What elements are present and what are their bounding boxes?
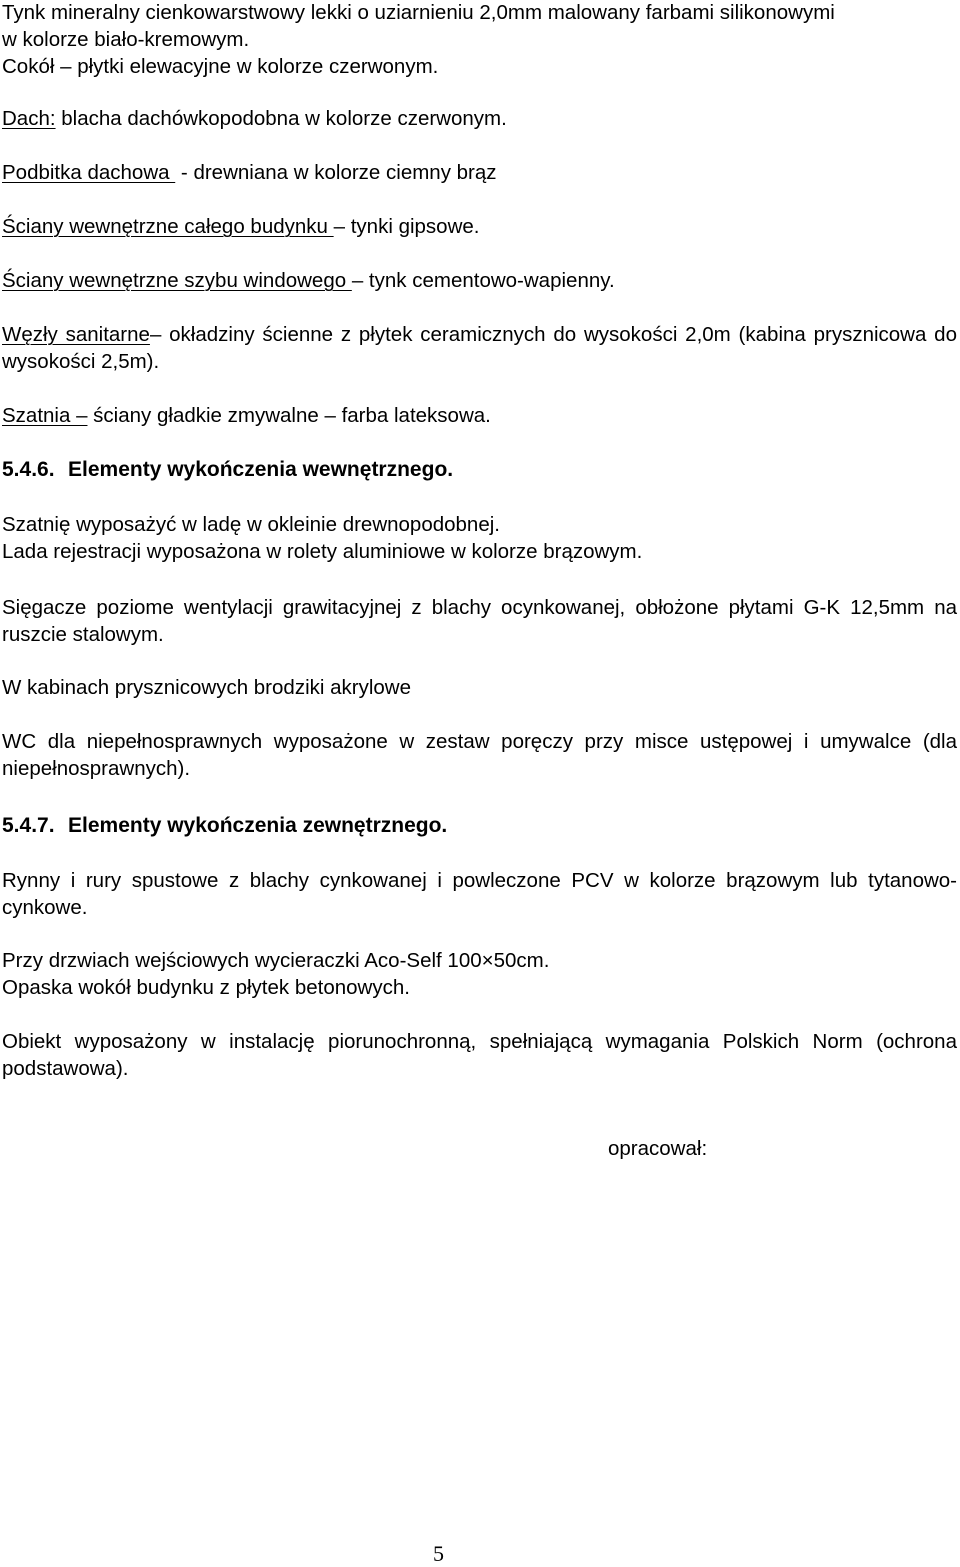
soffit-text: - drewniana w kolorze ciemny brąz [175, 161, 497, 184]
interior-p2: Sięgacze poziome wentylacji grawitacyjnej z blachy ocynkowanej, obłożone płytami G-K 12,5mm na ruszcie stalowym. [2, 596, 957, 646]
interior-p1-line2: Lada rejestracji wyposażona w rolety aluminiowe w kolorze brązowym. [2, 540, 643, 563]
walls-text: – tynki gipsowe. [333, 215, 480, 238]
shaft-paragraph [2, 268, 615, 294]
plaster-line-2: w kolorze biało-kremowym. [2, 28, 250, 51]
roof-paragraph [2, 106, 507, 132]
section-number: 5.4.6. [2, 458, 55, 481]
section-heading-exterior [2, 813, 447, 839]
soffit-label: Podbitka dachowa [2, 161, 176, 184]
sanitary-paragraph [2, 321, 957, 375]
soffit-paragraph [2, 160, 497, 186]
section-number: 5.4.7. [2, 814, 55, 837]
exterior-p1: Rynny i rury spustowe z blachy cynkowanej i powleczone PCV w kolorze brązowym lub tytanowo-cynkowe. [2, 869, 957, 919]
signature-label: opracował: [608, 1137, 708, 1160]
page-number: 5 [433, 1541, 444, 1566]
walls-label: Ściany wewnętrzne całego budynku [2, 215, 334, 238]
interior-p4: WC dla niepełnosprawnych wyposażone w zestaw poręczy przy misce ustępowej i umywalce (dla niepełnosprawnych). [2, 730, 957, 780]
exterior-p2-line1: Przy drzwiach wejściowych wycieraczki Aco-Self 100×50cm. [2, 949, 550, 972]
section-title: Elementy wykończenia wewnętrznego. [68, 458, 454, 481]
section-title: Elementy wykończenia zewnętrznego. [68, 814, 448, 837]
section-heading-interior [2, 457, 453, 483]
sanitary-text: – okładziny ścienne z płytek ceramicznych do wysokości 2,0m (kabina prysznicowa do wysokości 2,5m). [2, 323, 957, 373]
interior-p3: W kabinach prysznicowych brodziki akrylowe [2, 676, 412, 699]
shaft-text: – tynk cementowo-wapienny. [351, 269, 615, 292]
exterior-p3: Obiekt wyposażony w instalację piorunochronną, spełniającą wymagania Polskich Norm (ochrona podstawowa). [2, 1030, 957, 1080]
sanitary-label: Węzły sanitarne [2, 323, 150, 346]
shaft-label: Ściany wewnętrzne szybu windowego [2, 269, 352, 292]
changing-label: Szatnia – [2, 404, 88, 427]
interior-p1-line1: Szatnię wyposażyć w ladę w okleinie drewnopodobnej. [2, 513, 500, 536]
exterior-p2-line2: Opaska wokół budynku z płytek betonowych. [2, 976, 410, 999]
changing-paragraph [2, 403, 491, 429]
plinth-text: Cokół – płytki elewacyjne w kolorze czerwonym. [2, 55, 439, 78]
changing-text: ściany gładkie zmywalne – farba lateksowa. [87, 404, 491, 427]
roof-text: blacha dachówkopodobna w kolorze czerwonym. [55, 107, 507, 130]
plaster-line-1: Tynk mineralny cienkowarstwowy lekki o uziarnieniu 2,0mm malowany farbami silikonowymi [2, 1, 835, 24]
walls-paragraph [2, 214, 479, 240]
roof-label: Dach: [2, 107, 56, 130]
